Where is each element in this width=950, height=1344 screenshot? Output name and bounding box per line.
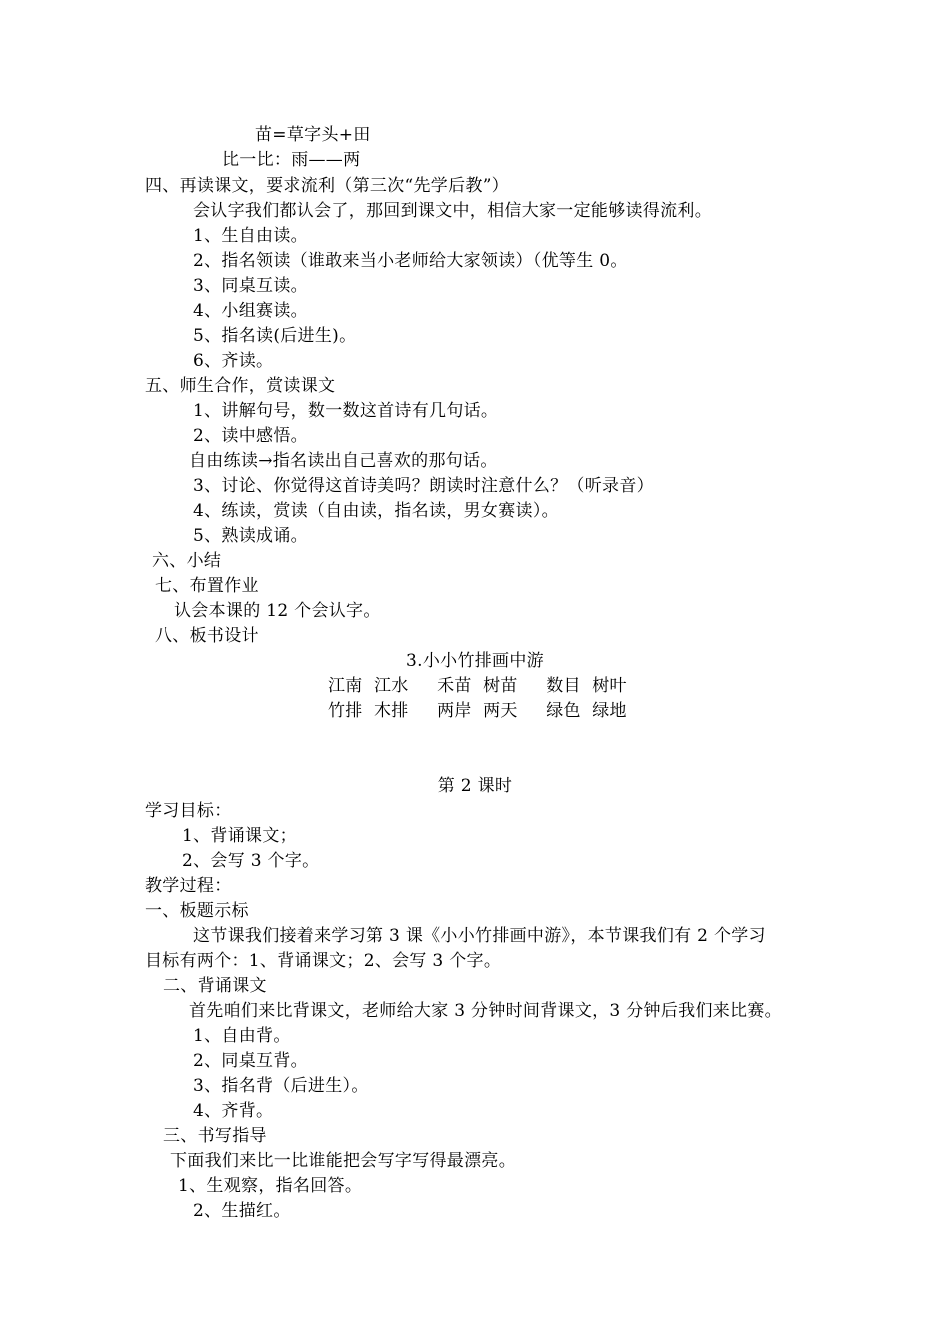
text-line: 自由练读→指名读出自己喜欢的那句话。: [189, 451, 498, 471]
text-line: 首先咱们来比背课文，老师给大家 3 分钟时间背课文，3 分钟后我们来比赛。: [189, 1001, 782, 1021]
text-line: 下面我们来比一比谁能把会写字写得最漂亮。: [170, 1151, 516, 1171]
section-heading: 八、板书设计: [155, 626, 259, 646]
text-line: 这节课我们接着来学习第 3 课《小小竹排画中游》，本节课我们有 2 个学习: [193, 926, 766, 946]
list-item: 3、同桌互读。: [193, 276, 308, 296]
list-item: 2、生描红。: [193, 1201, 291, 1221]
section-heading: 三、书写指导: [163, 1126, 267, 1146]
list-item: 1、自由背。: [193, 1026, 291, 1046]
list-item: 1、生自由读。: [193, 226, 308, 246]
list-item: 4、练读，赏读（自由读，指名读，男女赛读）。: [193, 501, 559, 521]
list-item: 1、讲解句号，数一数这首诗有几句话。: [193, 401, 499, 421]
text-line: 会认字我们都认会了，那回到课文中，相信大家一定能够读得流利。: [193, 201, 712, 221]
lesson-title: 第 2 课时: [437, 776, 513, 796]
text-line: 认会本课的 12 个会认字。: [174, 601, 381, 621]
text-line: 比一比：雨——两: [222, 150, 361, 170]
list-item: 5、熟读成诵。: [193, 526, 308, 546]
section-heading: 一、板题示标: [145, 901, 249, 921]
list-item: 6、齐读。: [193, 351, 274, 371]
section-heading: 学习目标：: [145, 801, 232, 821]
list-item: 3、讨论、你觉得这首诗美吗？朗读时注意什么？（听录音）: [193, 476, 654, 496]
list-item: 1、背诵课文；: [182, 826, 297, 846]
list-item: 5、指名读(后进生)。: [193, 326, 357, 346]
section-heading: 二、背诵课文: [163, 976, 267, 996]
text-line: 目标有两个：1、背诵课文；2、会写 3 个字。: [145, 951, 502, 971]
board-title: 3.小小竹排画中游: [406, 651, 544, 671]
board-row: 江南 江水 禾苗 树苗 数目 树叶: [328, 676, 627, 696]
text-line: 苗=草字头+田: [255, 125, 371, 145]
section-heading: 教学过程：: [145, 876, 232, 896]
list-item: 2、指名领读（谁敢来当小老师给大家领读）（优等生 0。: [193, 251, 628, 271]
section-heading: 五、师生合作，赏读课文: [145, 376, 336, 396]
list-item: 4、齐背。: [193, 1101, 274, 1121]
board-row: 竹排 木排 两岸 两天 绿色 绿地: [328, 701, 627, 721]
list-item: 2、同桌互背。: [193, 1051, 308, 1071]
list-item: 3、指名背（后进生）。: [193, 1076, 369, 1096]
list-item: 2、读中感悟。: [193, 426, 308, 446]
section-heading: 七、布置作业: [155, 576, 259, 596]
section-heading: 四、再读课文，要求流利（第三次“先学后教”）: [145, 176, 509, 196]
list-item: 1、生观察，指名回答。: [178, 1176, 363, 1196]
list-item: 4、小组赛读。: [193, 301, 308, 321]
section-heading: 六、小结: [152, 551, 222, 571]
list-item: 2、会写 3 个字。: [182, 851, 320, 871]
